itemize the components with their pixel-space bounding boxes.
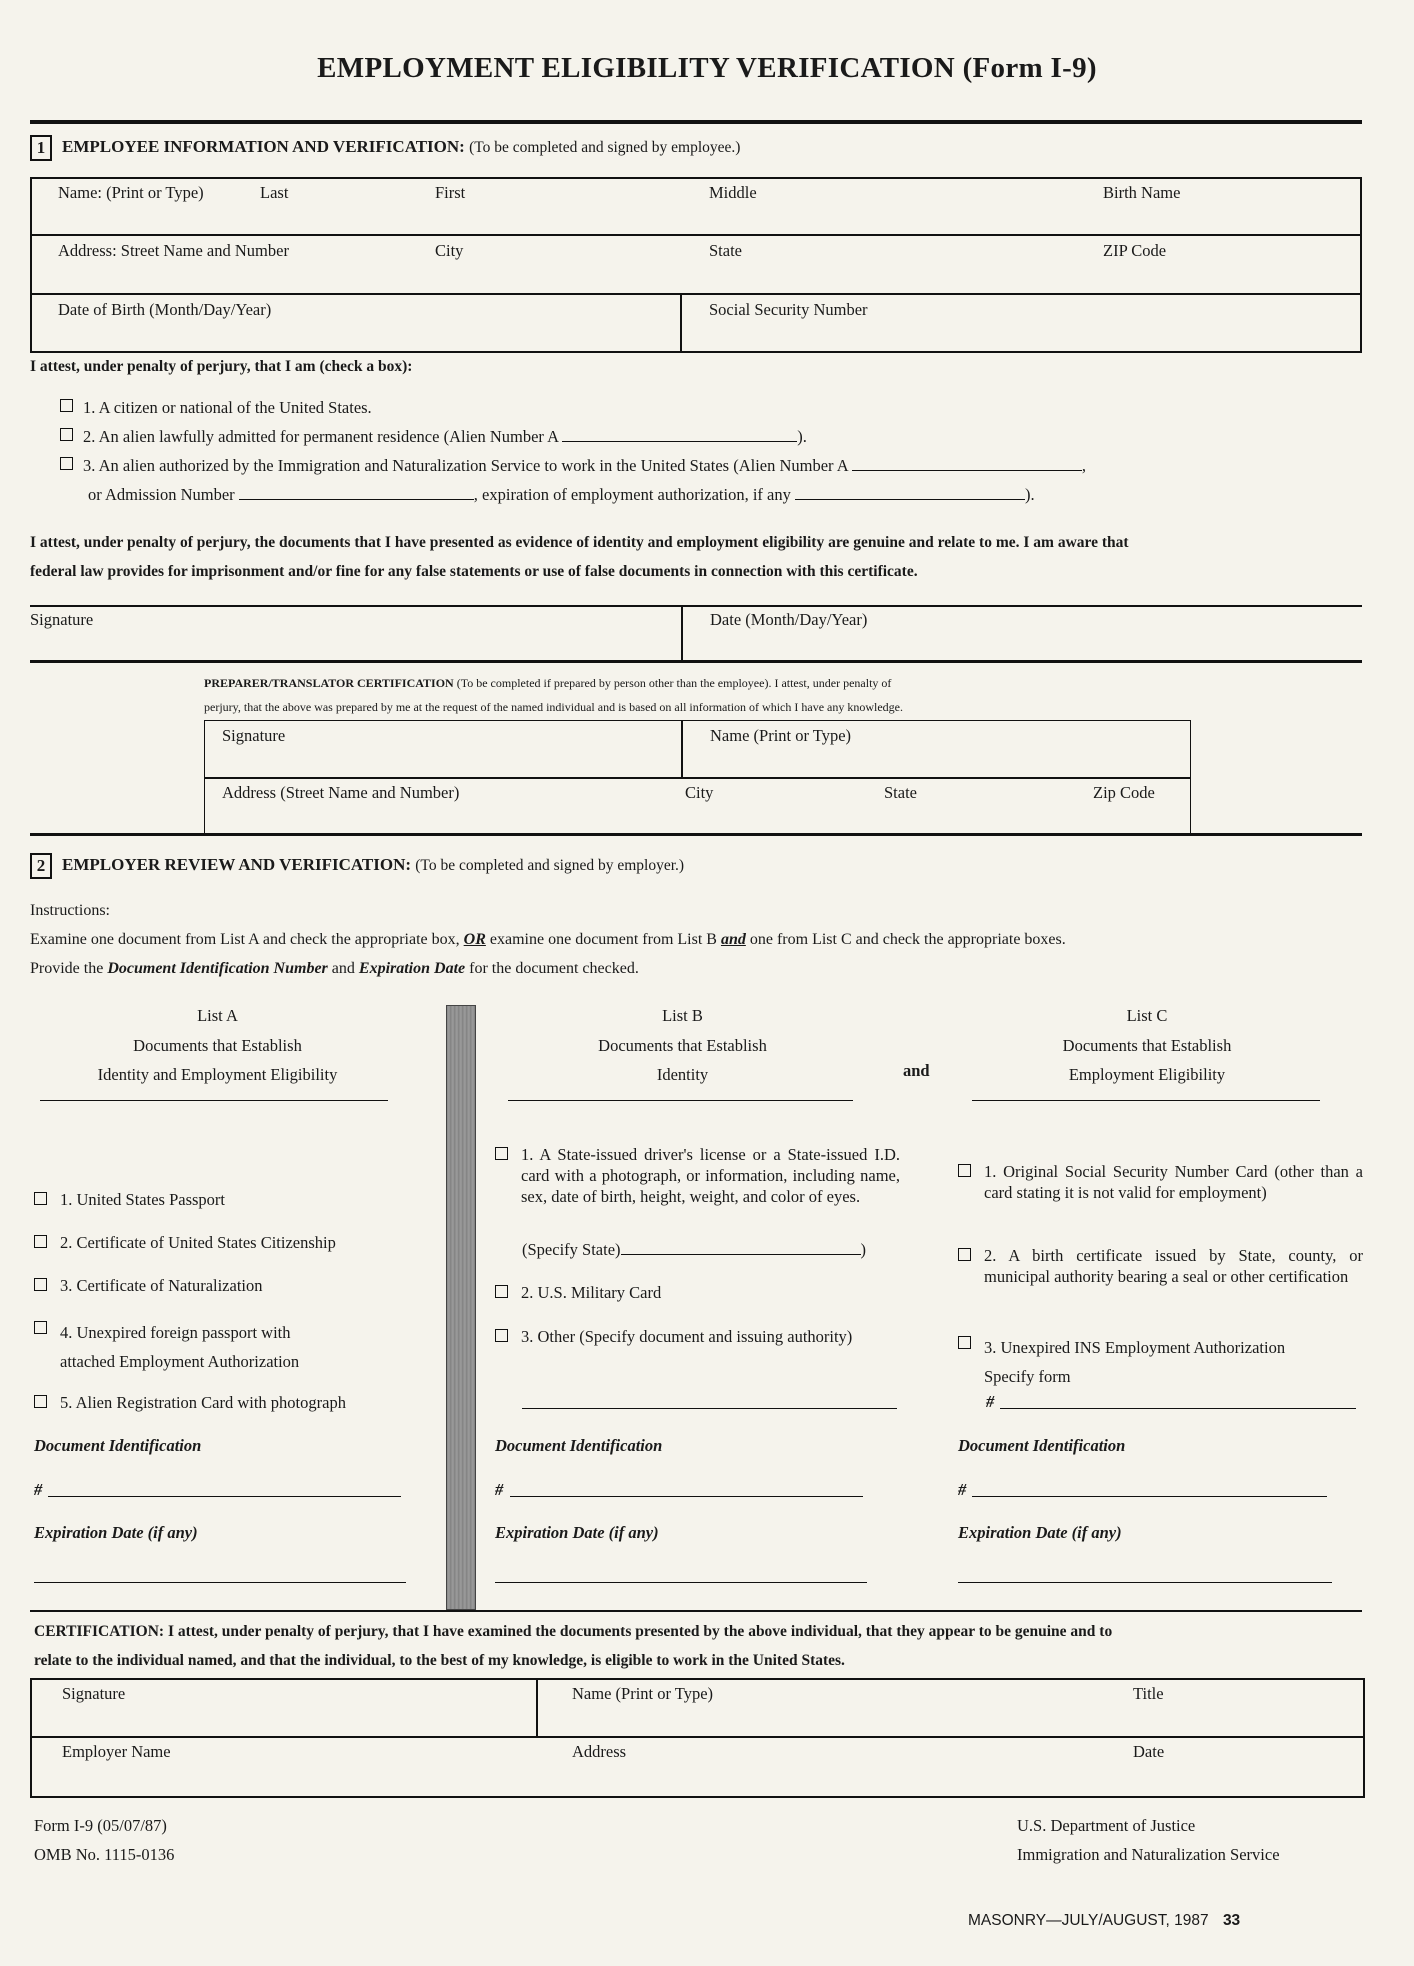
specify-state-input[interactable] bbox=[621, 1240, 861, 1255]
option-authorized-alien[interactable] bbox=[60, 456, 1086, 476]
option-citizen[interactable] bbox=[60, 398, 372, 418]
preparer-text-1: (To be completed if prepared by person other than the employee). I attest, under penalty of bbox=[456, 676, 892, 690]
row-divider bbox=[30, 1736, 1365, 1738]
list-b-title: List B bbox=[662, 1006, 703, 1025]
list-a-item[interactable] bbox=[34, 1318, 434, 1376]
last-name-field[interactable]: Last bbox=[260, 183, 289, 202]
row-divider bbox=[30, 293, 1362, 295]
attest-check-heading: I attest, under penalty of perjury, that I am (check a box): bbox=[30, 358, 413, 375]
list-c-item[interactable] bbox=[958, 1245, 1363, 1287]
list-b-item-label: 1. A State-issued driver's license or a State-issued I.D. card with a photograph, or information, including name, sex, date of birth, height, weight, and color of eyes. bbox=[521, 1145, 900, 1206]
list-a-sub1: Documents that Establish bbox=[133, 1035, 302, 1055]
list-a-item[interactable] bbox=[34, 1232, 434, 1253]
and-label: and bbox=[903, 1061, 930, 1080]
employee-info-box bbox=[30, 177, 1362, 353]
instr-text: Examine one document from List A and check the appropriate box, bbox=[30, 931, 460, 948]
option-permanent-resident[interactable] bbox=[60, 427, 807, 447]
omb-number: OMB No. 1115-0136 bbox=[34, 1845, 175, 1864]
list-a-item-label-2: attached Employment Authorization bbox=[60, 1352, 300, 1371]
instr-doc-id: Document Identification Number bbox=[107, 960, 328, 977]
option-permanent-resident-label: 2. An alien lawfully admitted for permanent residence (Alien Number A bbox=[83, 427, 559, 446]
list-b-item-label: 2. U.S. Military Card bbox=[521, 1283, 662, 1302]
dob-field[interactable]: Date of Birth (Month/Day/Year) bbox=[58, 300, 272, 319]
title-rule bbox=[30, 120, 1362, 124]
certification-line1: I attest, under penalty of perjury, that I have examined the documents presented by the above individual, that they appear to be genuine and to bbox=[167, 1623, 1113, 1640]
list-a-exp-label: Expiration Date (if any) bbox=[34, 1523, 198, 1542]
instr-text: one from List C and check the appropriate boxes. bbox=[749, 931, 1066, 948]
list-a-item-label: 5. Alien Registration Card with photograph bbox=[60, 1393, 346, 1412]
list-a-item[interactable] bbox=[34, 1275, 434, 1296]
section2-number: 2 bbox=[30, 853, 52, 879]
option-citizen-label: 1. A citizen or national of the United States. bbox=[83, 398, 372, 417]
list-c-rule bbox=[972, 1100, 1320, 1101]
employer-signature-field[interactable]: Signature bbox=[62, 1684, 126, 1703]
address-field[interactable]: Address: Street Name and Number bbox=[58, 241, 289, 260]
list-b-item-label: 3. Other (Specify document and issuing authority) bbox=[521, 1327, 853, 1346]
certification-top-rule bbox=[30, 1610, 1362, 1612]
row-divider bbox=[30, 234, 1362, 236]
employer-address-field[interactable]: Address bbox=[572, 1742, 627, 1761]
preparer-certification-text bbox=[204, 671, 1194, 719]
option3-comma: , bbox=[1081, 456, 1087, 475]
authorized-alien-checkbox[interactable] bbox=[60, 457, 73, 470]
list-b-hash: # bbox=[495, 1480, 504, 1499]
attest-documents-line1: I attest, under penalty of perjury, the documents that I have presented as evidence of identity and employment eligibility are genuine and relate to me. I am aware that bbox=[30, 534, 1129, 551]
alien-number-input-2[interactable] bbox=[852, 456, 1082, 471]
instr-text: and bbox=[331, 960, 355, 977]
form-number: Form I-9 (05/07/87) bbox=[34, 1816, 167, 1835]
name-label: Name: (Print or Type) bbox=[58, 183, 204, 202]
list-a-checkbox[interactable] bbox=[34, 1321, 47, 1334]
list-b-doc-id-label: Document Identification bbox=[495, 1436, 663, 1455]
list-b-item[interactable] bbox=[495, 1326, 900, 1347]
agency-name: Immigration and Naturalization Service bbox=[1017, 1845, 1280, 1864]
magazine-footer bbox=[968, 1912, 1240, 1930]
list-c-item[interactable] bbox=[958, 1333, 1368, 1391]
list-b-exp-label: Expiration Date (if any) bbox=[495, 1523, 659, 1542]
list-c-item-label: 2. A birth certificate issued by State, county, or municipal authority bearing a seal or other certification bbox=[984, 1246, 1363, 1286]
preparer-heading: PREPARER/TRANSLATOR CERTIFICATION bbox=[204, 676, 454, 690]
permanent-resident-checkbox[interactable] bbox=[60, 428, 73, 441]
attest-documents-line2: federal law provides for imprisonment and/or fine for any false statements or use of false documents in connection with this certificate. bbox=[30, 563, 918, 580]
certification-line2: relate to the individual named, and that the individual, to the best of my knowledge, is eligible to work in the United States. bbox=[34, 1652, 845, 1669]
section2-heading bbox=[30, 853, 684, 879]
preparer-city-field[interactable]: City bbox=[685, 783, 714, 802]
admission-line bbox=[88, 485, 1035, 505]
signature-top-rule bbox=[30, 605, 1362, 607]
preparer-name-field[interactable]: Name (Print or Type) bbox=[710, 726, 852, 745]
preparer-text-2: perjury, that the above was prepared by me at the request of the named individual and is based on all information of which I have any knowledge. bbox=[204, 700, 903, 714]
list-c-item-label: 3. Unexpired INS Employment Authorization bbox=[984, 1338, 1286, 1357]
list-a-item[interactable] bbox=[34, 1189, 434, 1210]
list-b-sub2: Identity bbox=[656, 1065, 709, 1084]
first-name-field[interactable]: First bbox=[435, 183, 466, 202]
list-b-rule bbox=[508, 1100, 853, 1101]
list-a-doc-id-label: Document Identification bbox=[34, 1436, 202, 1455]
list-c-sub1: Documents that Establish bbox=[1062, 1035, 1232, 1055]
form-title: EMPLOYMENT ELIGIBILITY VERIFICATION (Form I-9) bbox=[317, 52, 1097, 84]
list-a-item[interactable] bbox=[34, 1392, 444, 1413]
instructions-line2 bbox=[30, 954, 1370, 983]
certification-label: CERTIFICATION: bbox=[34, 1623, 165, 1640]
list-b-checkbox[interactable] bbox=[495, 1285, 508, 1298]
section1-subtitle: (To be completed and signed by employee.) bbox=[469, 138, 741, 156]
option3-close: ). bbox=[1025, 485, 1035, 504]
preparer-signature-field[interactable]: Signature bbox=[222, 726, 286, 745]
admission-number-label: or Admission Number bbox=[88, 485, 235, 504]
attest-documents bbox=[30, 528, 1370, 586]
list-a-item-label: 4. Unexpired foreign passport with bbox=[60, 1323, 291, 1342]
department-name: U.S. Department of Justice bbox=[1017, 1816, 1196, 1835]
section2-title: EMPLOYER REVIEW AND VERIFICATION: bbox=[62, 854, 412, 874]
list-b-item[interactable] bbox=[495, 1282, 900, 1303]
ssn-field[interactable]: Social Security Number bbox=[709, 300, 868, 319]
list-a-checkbox[interactable] bbox=[34, 1395, 47, 1408]
expiration-label: , expiration of employment authorization, if any bbox=[473, 485, 791, 504]
list-a-doc-id-input[interactable] bbox=[48, 1496, 401, 1497]
citizen-checkbox[interactable] bbox=[60, 399, 73, 412]
magazine-name: MASONRY—JULY/AUGUST, 1987 bbox=[968, 1912, 1209, 1929]
page-number: 33 bbox=[1222, 1912, 1241, 1929]
list-a-exp-input[interactable] bbox=[34, 1582, 406, 1583]
row-divider bbox=[204, 777, 1191, 779]
list-c-checkbox[interactable] bbox=[958, 1248, 971, 1261]
specify-form-label: Specify form bbox=[984, 1367, 1071, 1386]
instr-and: and bbox=[720, 931, 746, 948]
preparer-state-field[interactable]: State bbox=[884, 783, 917, 802]
list-a-title: List A bbox=[197, 1006, 238, 1025]
middle-name-field[interactable]: Middle bbox=[709, 183, 757, 202]
specify-state-line: (Specify State) ) bbox=[522, 1240, 867, 1259]
list-c-sub2: Employment Eligibility bbox=[1068, 1065, 1226, 1084]
list-a-header bbox=[40, 1001, 395, 1090]
instr-text: Provide the bbox=[30, 960, 104, 977]
instructions-label: Instructions: bbox=[30, 902, 110, 919]
zip-field[interactable]: ZIP Code bbox=[1103, 241, 1167, 260]
instr-or: OR bbox=[463, 931, 486, 948]
list-b-header bbox=[510, 1001, 855, 1090]
list-b-item[interactable] bbox=[495, 1144, 900, 1207]
section2-top-rule bbox=[30, 833, 1362, 836]
instructions-line1 bbox=[30, 925, 1370, 954]
list-c-header bbox=[972, 1001, 1322, 1090]
section1-number: 1 bbox=[30, 135, 52, 161]
list-c-checkbox[interactable] bbox=[958, 1164, 971, 1177]
section1-heading bbox=[30, 135, 740, 161]
instr-text: for the document checked. bbox=[469, 960, 639, 977]
col-divider bbox=[536, 1678, 538, 1736]
list-c-exp-label: Expiration Date (if any) bbox=[958, 1523, 1122, 1542]
list-b-doc-id-input[interactable] bbox=[510, 1496, 863, 1497]
employer-name-field[interactable]: Employer Name bbox=[62, 1742, 171, 1761]
list-a-hash: # bbox=[34, 1480, 43, 1499]
col-divider bbox=[681, 720, 683, 777]
expiration-input[interactable] bbox=[795, 485, 1025, 500]
employee-date-field[interactable]: Date (Month/Day/Year) bbox=[710, 610, 868, 629]
instr-exp: Expiration Date bbox=[358, 960, 466, 977]
list-b-exp-input[interactable] bbox=[495, 1582, 867, 1583]
option2-close: ). bbox=[797, 427, 807, 446]
list-c-doc-id-input[interactable] bbox=[972, 1496, 1327, 1497]
list-c-exp-input[interactable] bbox=[958, 1582, 1332, 1583]
list-a-checkbox[interactable] bbox=[34, 1235, 47, 1248]
list-a-item-label: 3. Certificate of Naturalization bbox=[60, 1276, 263, 1295]
specify-form-input[interactable] bbox=[1000, 1408, 1356, 1409]
employer-title-field[interactable]: Title bbox=[1133, 1684, 1164, 1703]
employee-signature-field[interactable]: Signature bbox=[30, 610, 94, 629]
list-c-doc-id-label: Document Identification bbox=[958, 1436, 1126, 1455]
other-document-input[interactable] bbox=[522, 1408, 897, 1409]
preparer-zip-field[interactable]: Zip Code bbox=[1093, 783, 1155, 802]
section1-title: EMPLOYEE INFORMATION AND VERIFICATION: bbox=[62, 136, 465, 156]
certification-text bbox=[34, 1617, 1374, 1675]
list-b-sub1: Documents that Establish bbox=[598, 1035, 767, 1055]
list-a-checkbox[interactable] bbox=[34, 1278, 47, 1291]
col-divider bbox=[681, 605, 683, 662]
list-a-checkbox[interactable] bbox=[34, 1192, 47, 1205]
employer-date-field[interactable]: Date bbox=[1133, 1742, 1165, 1761]
list-a-item-label: 2. Certificate of United States Citizenship bbox=[60, 1233, 336, 1252]
instructions bbox=[30, 896, 1370, 983]
specify-state-label: (Specify State) bbox=[522, 1240, 621, 1259]
preparer-address-field[interactable]: Address (Street Name and Number) bbox=[222, 783, 460, 802]
list-divider-bar bbox=[446, 1005, 476, 1610]
list-c-item[interactable] bbox=[958, 1161, 1363, 1203]
list-c-item-label: 1. Original Social Security Number Card (other than a card stating it is not valid for employment) bbox=[984, 1162, 1363, 1202]
employer-name-print-field[interactable]: Name (Print or Type) bbox=[572, 1684, 714, 1703]
city-field[interactable]: City bbox=[435, 241, 464, 260]
list-c-hash: # bbox=[958, 1480, 967, 1499]
option-authorized-alien-label: 3. An alien authorized by the Immigration and Naturalization Service to work in the United States (Alien Number A bbox=[83, 456, 848, 475]
col-divider bbox=[680, 293, 682, 353]
list-a-item-label: 1. United States Passport bbox=[60, 1190, 225, 1209]
list-a-rule bbox=[40, 1100, 388, 1101]
signature-bottom-rule bbox=[30, 660, 1362, 663]
list-b-checkbox[interactable] bbox=[495, 1147, 508, 1160]
state-field[interactable]: State bbox=[709, 241, 742, 260]
specify-form-hash: # bbox=[986, 1392, 995, 1411]
alien-number-input[interactable] bbox=[562, 427, 797, 442]
list-c-title: List C bbox=[1126, 1006, 1168, 1025]
birth-name-field[interactable]: Birth Name bbox=[1103, 183, 1181, 202]
list-a-sub2: Identity and Employment Eligibility bbox=[97, 1065, 338, 1084]
list-c-checkbox[interactable] bbox=[958, 1336, 971, 1349]
list-b-checkbox[interactable] bbox=[495, 1329, 508, 1342]
section2-subtitle: (To be completed and signed by employer.) bbox=[415, 856, 685, 874]
instr-text: examine one document from List B bbox=[489, 931, 717, 948]
admission-number-input[interactable] bbox=[239, 485, 474, 500]
